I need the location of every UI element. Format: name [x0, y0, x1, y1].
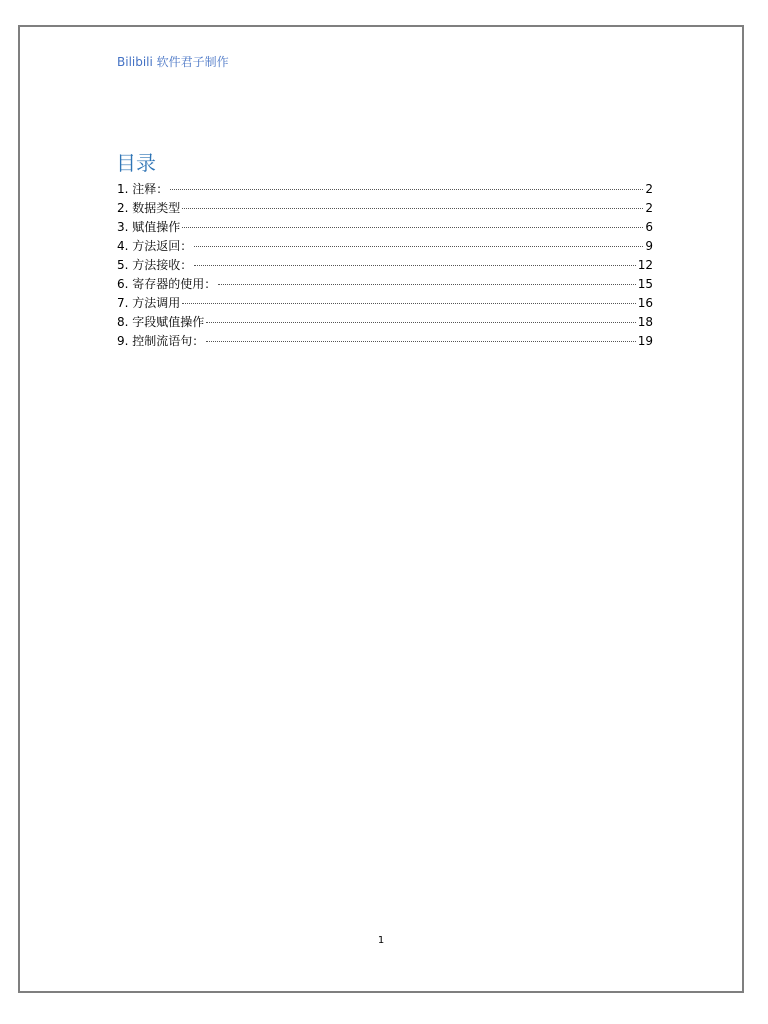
toc-entry-label: 2. 数据类型	[117, 201, 181, 215]
page-number: 1	[377, 935, 385, 946]
toc-leader	[194, 246, 643, 247]
toc-entry-page: 15	[637, 277, 653, 291]
toc-entry-page: 2	[645, 182, 653, 196]
toc-leader	[182, 208, 643, 209]
toc-entry-label: 3. 赋值操作	[117, 220, 181, 234]
toc-entry-page: 6	[645, 220, 653, 234]
toc-entry[interactable]	[117, 332, 653, 351]
toc-entry-page: 12	[637, 258, 653, 272]
table-of-contents	[117, 180, 653, 351]
toc-leader	[206, 341, 635, 342]
toc-entry-label: 6. 寄存器的使用：	[117, 277, 217, 291]
toc-entry-label: 5. 方法接收：	[117, 258, 193, 272]
toc-entry-page: 2	[645, 201, 653, 215]
toc-entry-label: 9. 控制流语句：	[117, 334, 205, 348]
page-header: Bilibili 软件君子制作	[117, 55, 229, 69]
toc-entry[interactable]	[117, 199, 653, 218]
toc-entry[interactable]	[117, 256, 653, 275]
toc-leader	[194, 265, 635, 266]
toc-entry-label: 4. 方法返回：	[117, 239, 193, 253]
toc-leader	[182, 303, 635, 304]
toc-leader	[206, 322, 635, 323]
document-page	[18, 25, 744, 993]
toc-entry-label: 1. 注释：	[117, 182, 169, 196]
toc-entry-page: 16	[637, 296, 653, 310]
toc-leader	[218, 284, 635, 285]
toc-entry-label: 8. 字段赋值操作	[117, 315, 205, 329]
toc-entry[interactable]	[117, 313, 653, 332]
toc-leader	[170, 189, 643, 190]
toc-entry[interactable]	[117, 180, 653, 199]
toc-title: 目录	[116, 151, 156, 175]
toc-entry-page: 18	[637, 315, 653, 329]
toc-leader	[182, 227, 643, 228]
toc-entry[interactable]	[117, 294, 653, 313]
toc-entry-page: 19	[637, 334, 653, 348]
toc-entry-label: 7. 方法调用	[117, 296, 181, 310]
toc-entry[interactable]	[117, 237, 653, 256]
toc-entry-page: 9	[645, 239, 653, 253]
toc-entry[interactable]	[117, 275, 653, 294]
toc-entry[interactable]	[117, 218, 653, 237]
